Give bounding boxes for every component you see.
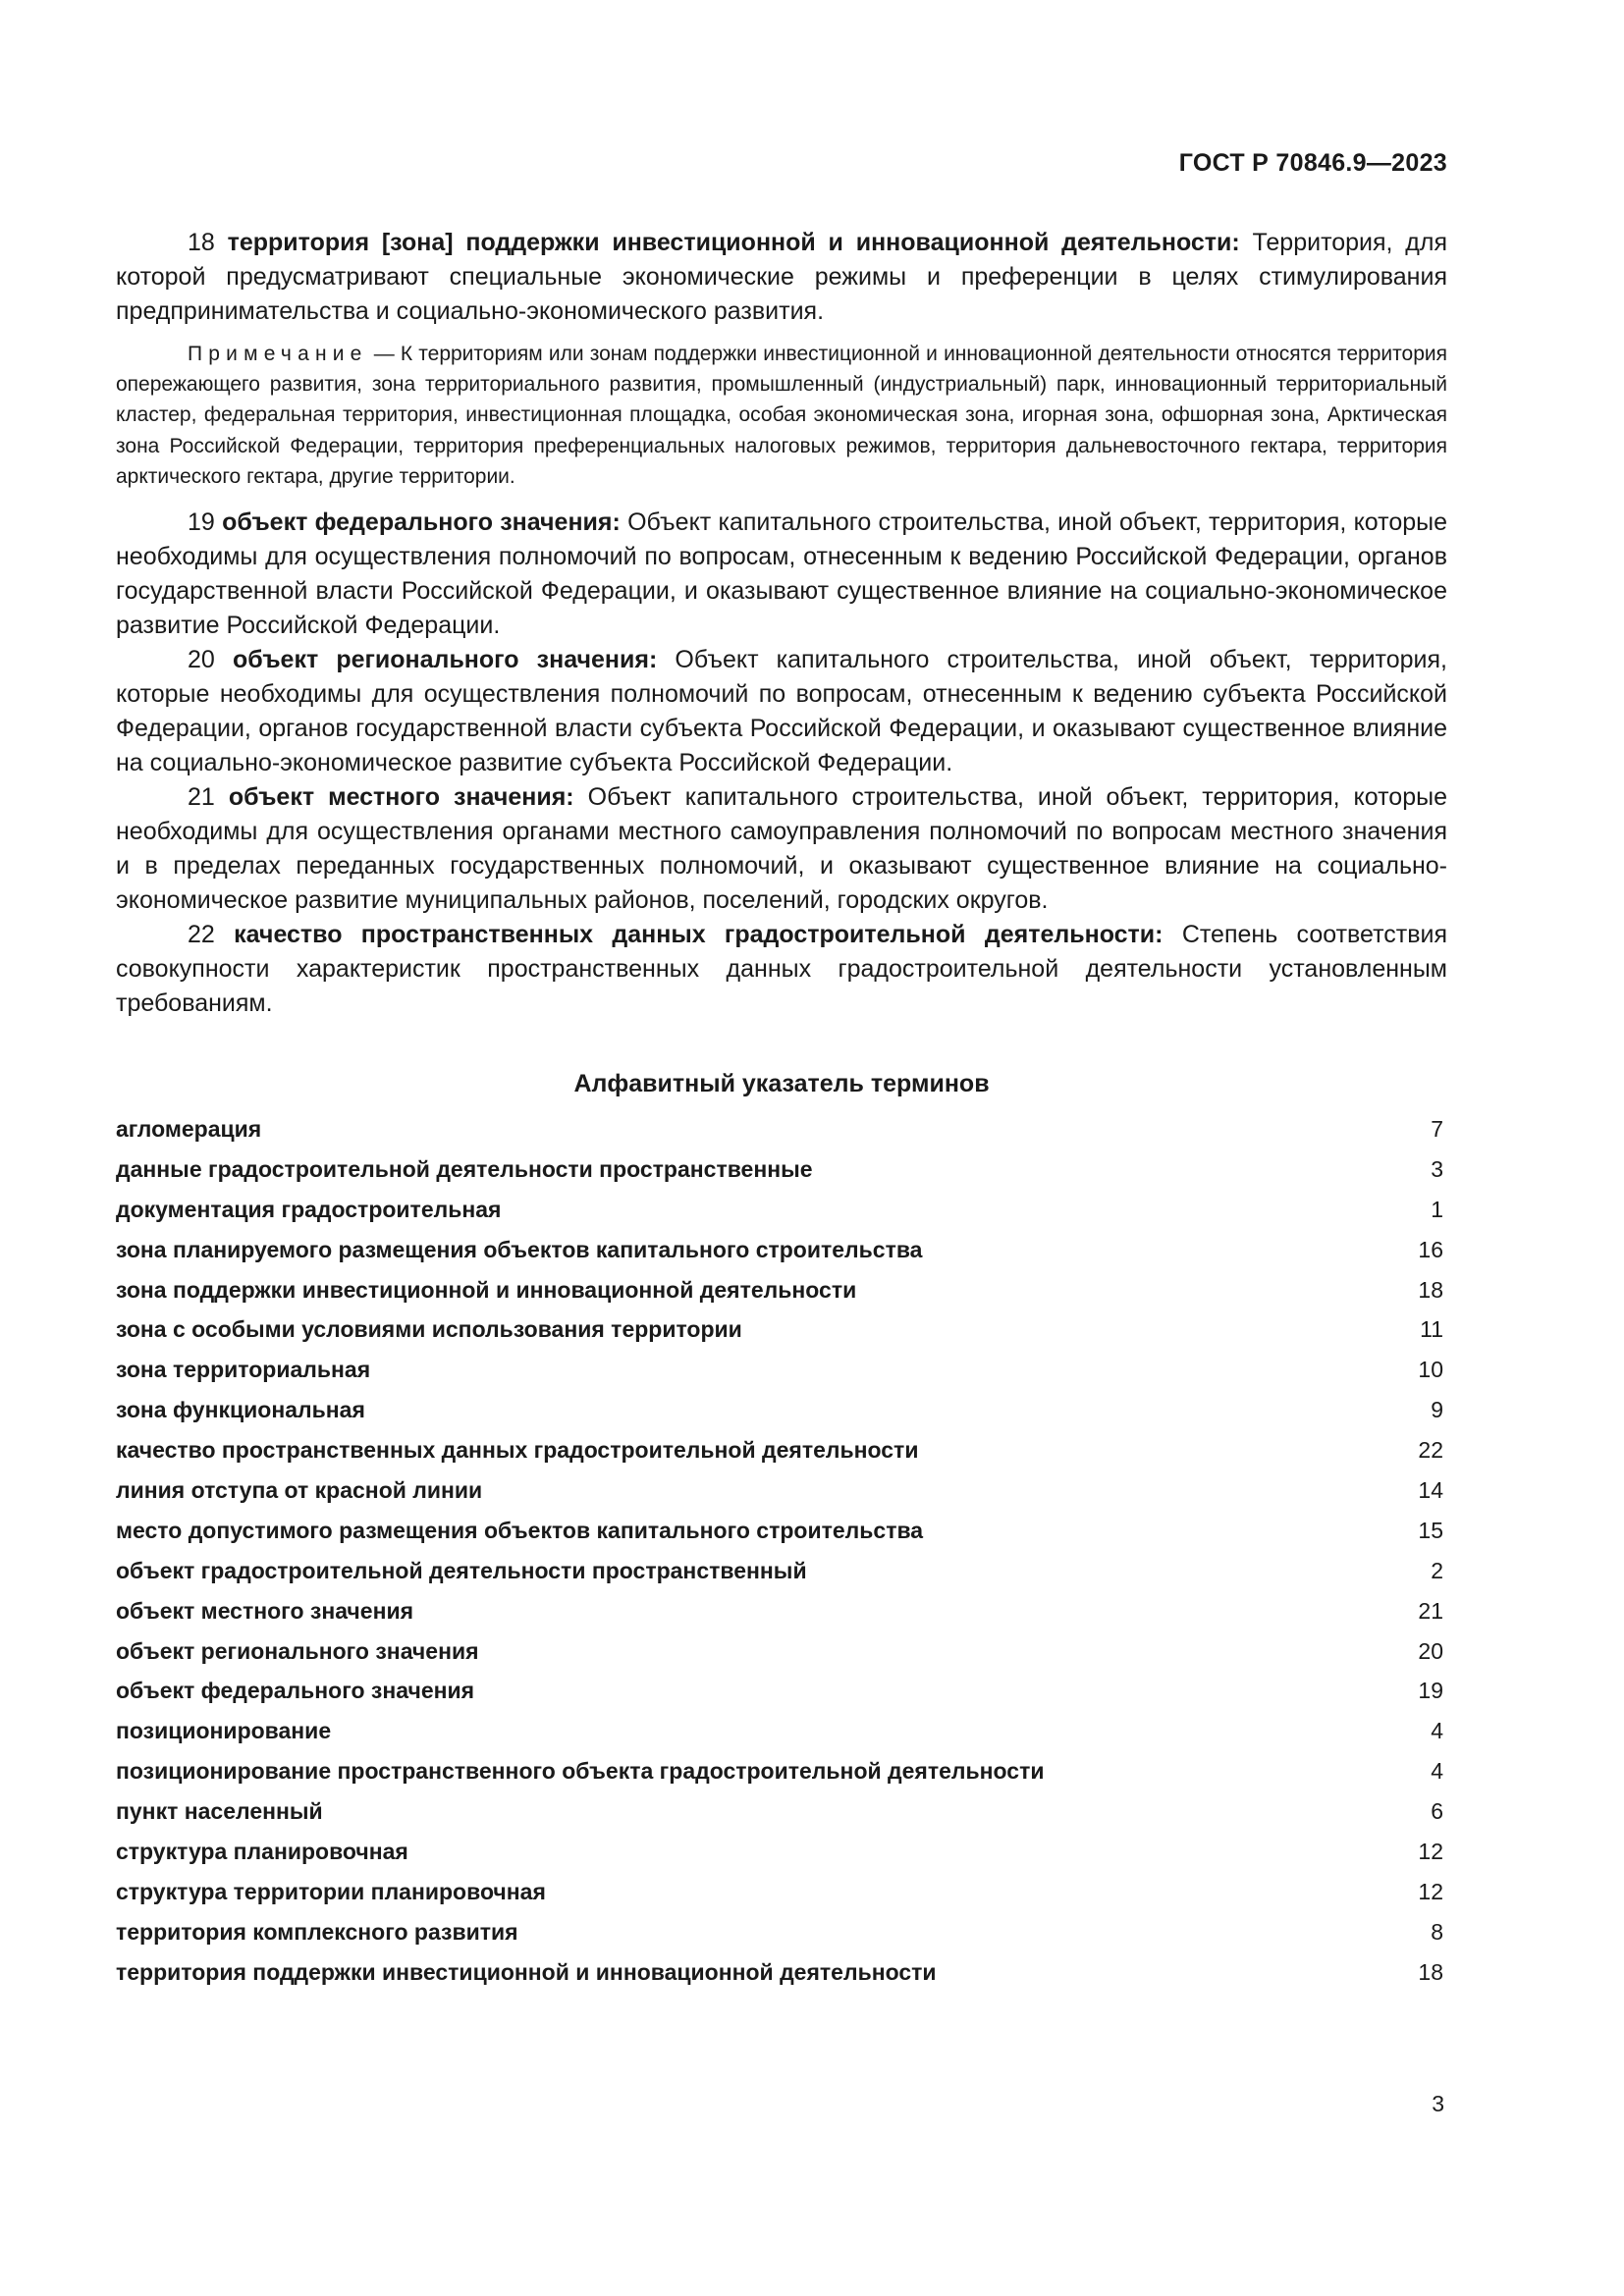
- note-text: — К территориям или зонам поддержки инвестиционной и инновационной деятельности относятся территория опережающего развития, зона территориального развития, промышленный (индустриальный) парк, инновационный территориальный кластер, федеральная территория, инвестиционная площадка, особая экономическая зона, игорная зона, офшорная зона, Арктическая зона Российской Федерации, территория преференциальных налоговых режимов, территория дальневосточного гектара, территория арктического гектара, другие территории.: [116, 343, 1447, 488]
- index-entry-term: зона с особыми условиями использования территории: [116, 1316, 742, 1343]
- index-entry-term: линия отступа от красной линии: [116, 1477, 483, 1504]
- index-entry-term: территория поддержки инвестиционной и инновационной деятельности: [116, 1958, 937, 1985]
- index-entry-term: агломерация: [116, 1116, 262, 1143]
- index-entry: [116, 1631, 1447, 1672]
- definition-text: Территория, для которой предусматривают специальные экономические режимы и преференции в целях стимулирования предпринимательства и социально-экономического развития.: [116, 229, 1447, 325]
- index-entry-term: объект федерального значения: [116, 1678, 475, 1704]
- definition-text: Объект капитального строительства, иной объект, территория, которые необходимы для осуществления полномочий по вопросам, отнесенным к ведению субъекта Российской Федерации, органов государственной власти субъекта Российской Федерации, и оказывают существенное влияние на социально-экономическое развитие субъекта Российской Федерации.: [116, 646, 1447, 777]
- index-entry-number: 22: [1418, 1437, 1443, 1464]
- index-entry-term: позиционирование: [116, 1718, 332, 1744]
- index-entry: [116, 1511, 1447, 1551]
- index-entry-number: 11: [1420, 1316, 1443, 1343]
- definition-text: Степень соответствия совокупности характеристик пространственных данных градостроительной деятельности установленным требованиям.: [116, 921, 1448, 1018]
- note-label: Примечание: [188, 343, 368, 365]
- definition-number: 18: [188, 229, 215, 256]
- index-title: Алфавитный указатель терминов: [573, 1070, 990, 1098]
- index-entry: [116, 1551, 1447, 1591]
- index-entry-term: зона планируемого размещения объектов капитального строительства: [116, 1236, 923, 1262]
- index-entry-number: 15: [1418, 1517, 1443, 1543]
- index-entry-term: позиционирование пространственного объекта градостроительной деятельности: [116, 1758, 1045, 1785]
- index-entry-number: 9: [1431, 1397, 1443, 1423]
- index-entry: [116, 1270, 1447, 1310]
- definition-21: [116, 780, 1447, 918]
- index-entry: [116, 1791, 1447, 1832]
- index-entry: [116, 1912, 1447, 1952]
- index-entry-term: объект местного значения: [116, 1597, 414, 1624]
- definition-term: объект местного значения:: [228, 783, 574, 812]
- index-entry-number: 10: [1418, 1357, 1443, 1383]
- index-entry-term: зона поддержки инвестиционной и инновационной деятельности: [116, 1276, 857, 1303]
- index-entry-term: объект регионального значения: [116, 1637, 479, 1664]
- index-entry: [116, 1430, 1447, 1470]
- index-entry-term: качество пространственных данных градостроительной деятельности: [116, 1437, 919, 1464]
- definition-number: 22: [188, 921, 215, 949]
- index-entry: [116, 1832, 1447, 1872]
- definition-22: [116, 918, 1447, 1021]
- definition-19: [116, 506, 1447, 643]
- index-entry-number: 1: [1431, 1196, 1443, 1222]
- index-entry-term: документация градостроительная: [116, 1196, 502, 1222]
- index-entry-term: структура территории планировочная: [116, 1878, 546, 1904]
- document-body: [116, 226, 1447, 1993]
- index-entry-number: 4: [1431, 1758, 1443, 1785]
- term-index-list: [116, 1109, 1447, 1993]
- index-entry: [116, 1149, 1447, 1190]
- index-entry-term: данные градостроительной деятельности пространственные: [116, 1155, 813, 1182]
- index-entry-number: 7: [1431, 1116, 1443, 1143]
- index-entry-number: 19: [1418, 1678, 1443, 1704]
- index-entry: [116, 1872, 1447, 1912]
- index-entry-number: 16: [1418, 1236, 1443, 1262]
- index-entry-number: 12: [1418, 1839, 1443, 1865]
- index-entry-number: 6: [1431, 1798, 1443, 1825]
- definition-text: Объект капитального строительства, иной объект, территория, которые необходимы для осуществления полномочий по вопросам, отнесенным к ведению Российской Федерации, органов государственной власти Российской Федерации, и оказывают существенное влияние на социально-экономическое развитие Российской Федерации.: [116, 508, 1448, 640]
- index-entry: [116, 1109, 1447, 1149]
- index-entry-term: пункт населенный: [116, 1798, 323, 1825]
- index-entry-number: 18: [1418, 1276, 1443, 1303]
- index-entry-number: 14: [1418, 1477, 1443, 1504]
- definition-number: 21: [188, 783, 215, 812]
- index-entry: [116, 1230, 1447, 1270]
- index-entry-number: 4: [1431, 1718, 1443, 1744]
- index-entry-term: место допустимого размещения объектов капитального строительства: [116, 1517, 924, 1543]
- definition-20: [116, 643, 1447, 780]
- index-entry: [116, 1751, 1447, 1791]
- index-entry-number: 8: [1431, 1918, 1443, 1945]
- index-entry-number: 2: [1431, 1557, 1443, 1583]
- index-entry: [116, 1350, 1447, 1390]
- index-entry: [116, 1952, 1447, 1993]
- index-entry-term: зона функциональная: [116, 1397, 365, 1423]
- index-entry-term: структура планировочная: [116, 1839, 408, 1865]
- index-entry: [116, 1591, 1447, 1631]
- definition-number: 19: [188, 508, 215, 537]
- definition-term: объект регионального значения:: [232, 646, 658, 674]
- index-entry-number: 18: [1418, 1958, 1443, 1985]
- definition-number: 20: [188, 646, 215, 674]
- index-entry: [116, 1390, 1447, 1430]
- note: [116, 339, 1447, 492]
- document-code-header: ГОСТ Р 70846.9—2023: [1178, 149, 1447, 177]
- index-entry-number: 12: [1418, 1878, 1443, 1904]
- page-number: 3: [1432, 2091, 1444, 2116]
- index-entry-number: 3: [1431, 1155, 1443, 1182]
- index-entry: [116, 1309, 1447, 1350]
- definition-text: Объект капитального строительства, иной объект, территория, которые необходимы для осуществления органами местного самоуправления полномочий по вопросам местного значения и в пределах переданных государственных полномочий, и оказывают существенное влияние на социально-экономическое развитие муниципальных районов, поселений, городских округов.: [116, 783, 1447, 915]
- index-entry-term: объект градостроительной деятельности пространственный: [116, 1557, 807, 1583]
- index-entry-term: территория комплексного развития: [116, 1918, 518, 1945]
- definition-term: объект федерального значения:: [222, 508, 621, 537]
- index-entry-term: зона территориальная: [116, 1357, 371, 1383]
- index-entry: [116, 1190, 1447, 1230]
- definition-18: [116, 226, 1447, 329]
- definition-term: качество пространственных данных градостроительной деятельности:: [234, 921, 1164, 949]
- index-entry-number: 21: [1418, 1597, 1443, 1624]
- index-entry: [116, 1470, 1447, 1511]
- index-entry: [116, 1711, 1447, 1751]
- definition-term: территория [зона] поддержки инвестиционной и инновационной деятельности:: [227, 229, 1240, 256]
- index-entry-number: 20: [1418, 1637, 1443, 1664]
- index-entry: [116, 1671, 1447, 1711]
